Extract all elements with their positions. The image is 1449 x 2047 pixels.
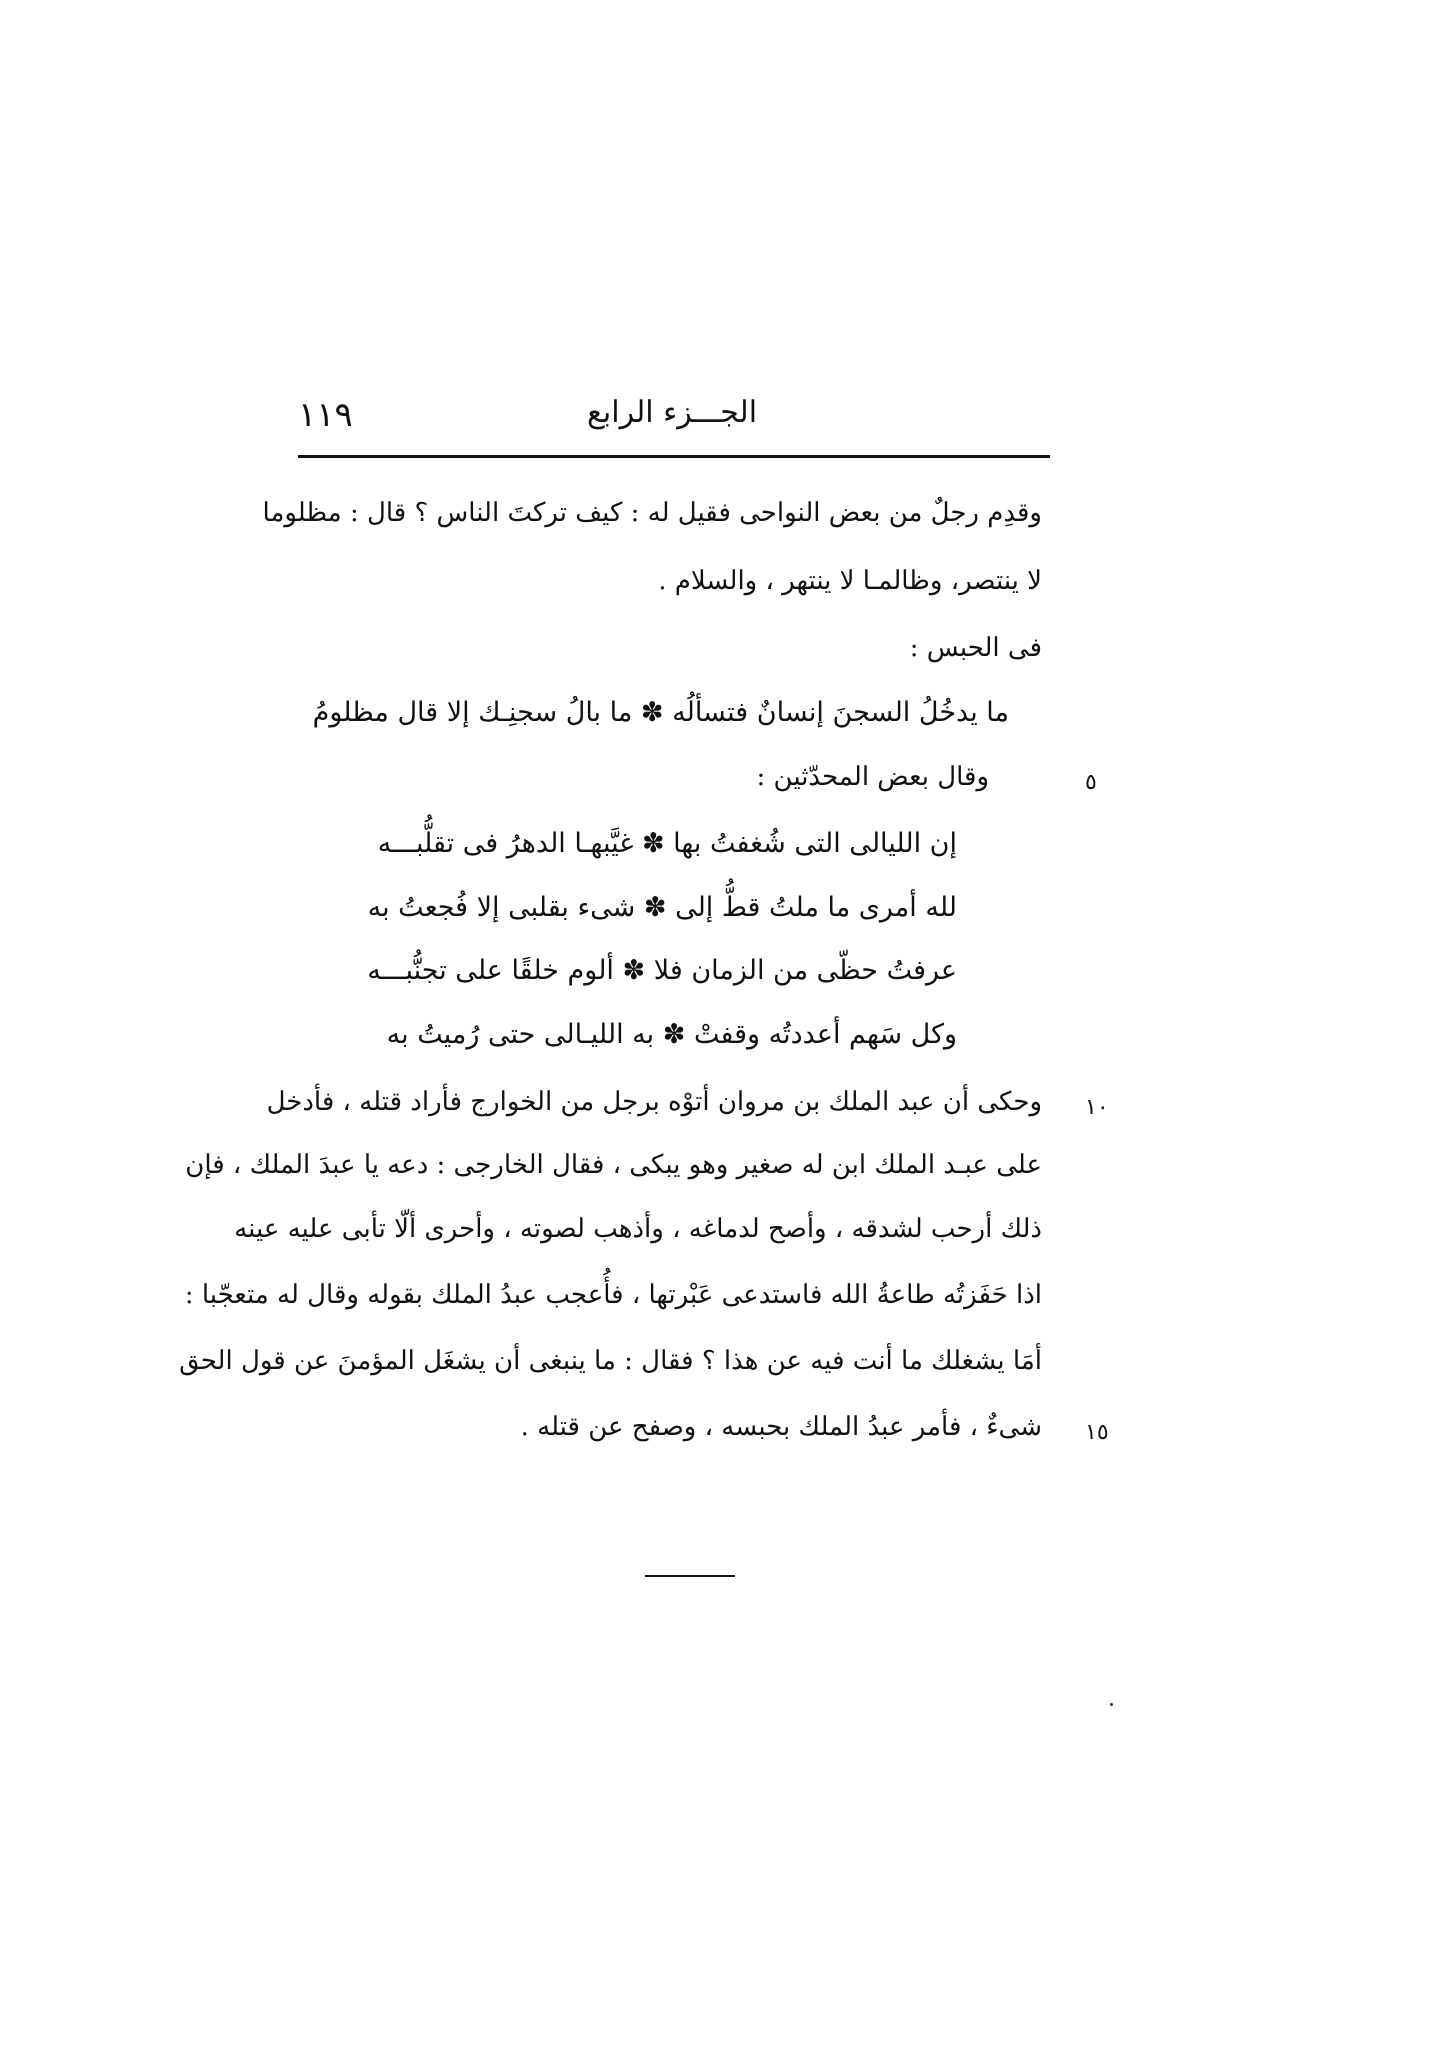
- running-title: الجـــزء الرابع: [586, 395, 758, 430]
- page-header: [298, 395, 1046, 455]
- text-line-10: وحكى أن عبد الملك بن مروان أتوْه برجل من الخوارج فأراد قتله ، فأدخل: [266, 1087, 1042, 1117]
- text-line-14: أمَا يشغلك ما أنت فيه عن هذا ؟ فقال : ما ينبغى أن يشغَل المؤمنَ عن قول الحق: [179, 1346, 1042, 1376]
- header-rule: [298, 455, 1050, 458]
- section-label-prison: فى الحبس :: [909, 633, 1042, 663]
- verse-line-5: وكل سَهم أعددتُه وقفتْ ✽ به الليـالى حتى رُميتُ به: [386, 1019, 957, 1050]
- line-number-15: ١٥: [1085, 1420, 1109, 1445]
- verse-line-2: إن الليالى التى شُغفتُ بها ✽ غيَّبهـا الدهرُ فى تقلُّبـــه: [377, 828, 957, 859]
- verse-line-1: ما يدخُلُ السجنَ إنسانٌ فتسألُه ✽ ما بالُ سجنِـك إلا قال مظلومُ: [312, 697, 1009, 728]
- text-line-11: على عبـد الملك ابن له صغير وهو يبكى ، فقال الخارجى : دعه يا عبدَ الملك ، فإن: [185, 1150, 1042, 1180]
- text-line-13: اذا حَفَزتُه طاعةُ الله فاستدعى عَبْرتها ، فأُعجب عبدُ الملك بقوله وقال له متعجّبا :: [184, 1280, 1042, 1310]
- text-line-12: ذلك أرحب لشدقه ، وأصح لدماغه ، وأذهب لصوته ، وأحرى ألّا تأبى عليه عينه: [234, 1214, 1042, 1244]
- text-line-1: وقدِم رجلٌ من بعض النواحى فقيل له : كيف تركتَ الناس ؟ قال : مظلوما: [262, 498, 1042, 528]
- page-speck: [1110, 1703, 1113, 1706]
- verse-line-4: عرفتُ حظّى من الزمان فلا ✽ ألوم خلقًا على تجنُّبـــه: [367, 955, 957, 986]
- line-number-10: ١٠: [1085, 1095, 1109, 1120]
- verse-line-3: لله أمرى ما ملتُ قطُّ إلى ✽ شىء بقلبى إلا فُجعتُ به: [367, 892, 957, 923]
- page-number: ١١٩: [298, 395, 353, 435]
- section-label-muhaddithin: وقال بعض المحدّثين :: [756, 762, 989, 792]
- line-number-5: ٥: [1085, 770, 1097, 795]
- end-rule: [645, 1575, 735, 1577]
- text-line-15: شىءٌ ، فأمر عبدُ الملك بحبسه ، وصفح عن قتله .: [520, 1412, 1042, 1442]
- text-line-2: لا ينتصر، وظالمـا لا ينتهر ، والسلام .: [658, 566, 1042, 596]
